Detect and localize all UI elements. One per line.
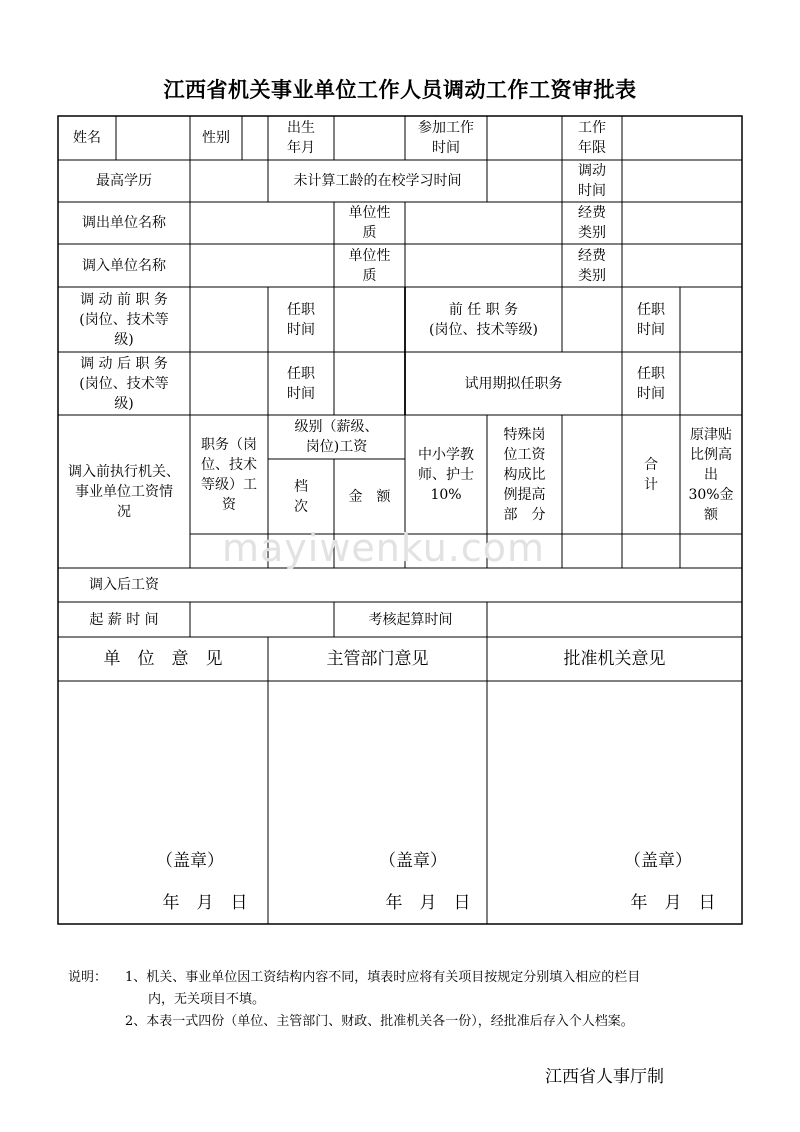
duty-salary-label: 职务（岗 位、技术 等级）工 资 xyxy=(201,436,257,513)
in-funding-type-label: 经费 类别 xyxy=(578,247,606,284)
dept-seal-label: （盖章） xyxy=(379,851,447,871)
start-salary-label: 起 薪 时 间 xyxy=(89,611,159,628)
pre-appoint-time-label: 任职 时间 xyxy=(287,301,315,338)
probation-appoint-time-label: 任职 时间 xyxy=(637,365,665,402)
post-appoint-time-label: 任职 时间 xyxy=(287,365,315,402)
uncounted-study-label: 未计算工龄的在校学习时间 xyxy=(293,173,462,189)
issuer-footer: 江西省人事厅制 xyxy=(545,1067,664,1087)
grade-salary-label: 级别（薪级、 岗位)工资 xyxy=(294,419,379,455)
gender-label: 性别 xyxy=(202,130,230,146)
dept-opinion-label: 主管部门意见 xyxy=(326,649,429,669)
work-years-label: 工作 年限 xyxy=(578,120,606,156)
former-position-label: 前 任 职 务 (岗位、技术等级) xyxy=(429,301,538,338)
salary-after-label: 调入后工资 xyxy=(89,577,159,593)
out-unit-label: 调出单位名称 xyxy=(82,215,166,231)
watermark: mayiwenku.com xyxy=(222,526,546,570)
notes-label: 说明： xyxy=(68,970,108,985)
assessment-label: 考核起算时间 xyxy=(368,611,453,628)
note-item-1-cont: 内，无关项目不填。 xyxy=(148,992,266,1007)
teacher-nurse-label: 中小学教 师、护士 10% xyxy=(418,446,474,503)
note-item-1: 1、机关、事业单位因工资结构内容不同，填表时应将有关项目按规定分别填入相应的栏目 xyxy=(125,970,641,985)
note-item-2: 2、本表一式四份（单位、主管部门、财政、批准机关各一份），经批准后存入个人档案。 xyxy=(125,1014,634,1029)
probation-label: 试用期拟任职务 xyxy=(464,375,563,392)
total-label: 合 计 xyxy=(644,456,658,493)
dept-date-label: 年 月 日 xyxy=(385,893,471,913)
original-allowance-label: 原津贴 比例高 出 30%金 额 xyxy=(688,426,734,523)
unit-date-label: 年 月 日 xyxy=(162,893,248,913)
unit-opinion-label: 单 位 意 见 xyxy=(103,649,223,669)
education-label: 最高学历 xyxy=(96,173,152,189)
grade-label: 档 次 xyxy=(294,478,308,515)
transfer-time-label: 调动 时间 xyxy=(578,163,606,199)
out-funding-type-label: 经费 类别 xyxy=(578,205,606,241)
out-unit-nature-label: 单位性 质 xyxy=(348,205,391,241)
amount-label: 金 额 xyxy=(348,488,391,505)
pre-position-label: 调 动 前 职 务 (岗位、技术等 级) xyxy=(79,291,169,348)
form-title: 江西省机关事业单位工作人员调动工作工资审批表 xyxy=(163,78,637,102)
post-position-label: 调 动 后 职 务 (岗位、技术等 级) xyxy=(79,355,169,412)
birth-label: 出生 年月 xyxy=(287,120,315,156)
approval-seal-label: （盖章） xyxy=(624,851,692,871)
in-unit-nature-label: 单位性 质 xyxy=(348,247,391,284)
salary-before-label: 调入前执行机关、 事业单位工资情 况 xyxy=(68,463,180,520)
former-appoint-time-label: 任职 时间 xyxy=(637,301,665,338)
join-work-label: 参加工作 时间 xyxy=(418,120,474,156)
approval-opinion-label: 批准机关意见 xyxy=(563,649,666,669)
special-post-label: 特殊岗 位工资 构成比 例提高 部 分 xyxy=(503,426,546,523)
unit-seal-label: （盖章） xyxy=(156,851,224,871)
approval-date-label: 年 月 日 xyxy=(630,893,716,913)
name-label: 姓名 xyxy=(73,130,101,146)
in-unit-label: 调入单位名称 xyxy=(82,257,166,274)
